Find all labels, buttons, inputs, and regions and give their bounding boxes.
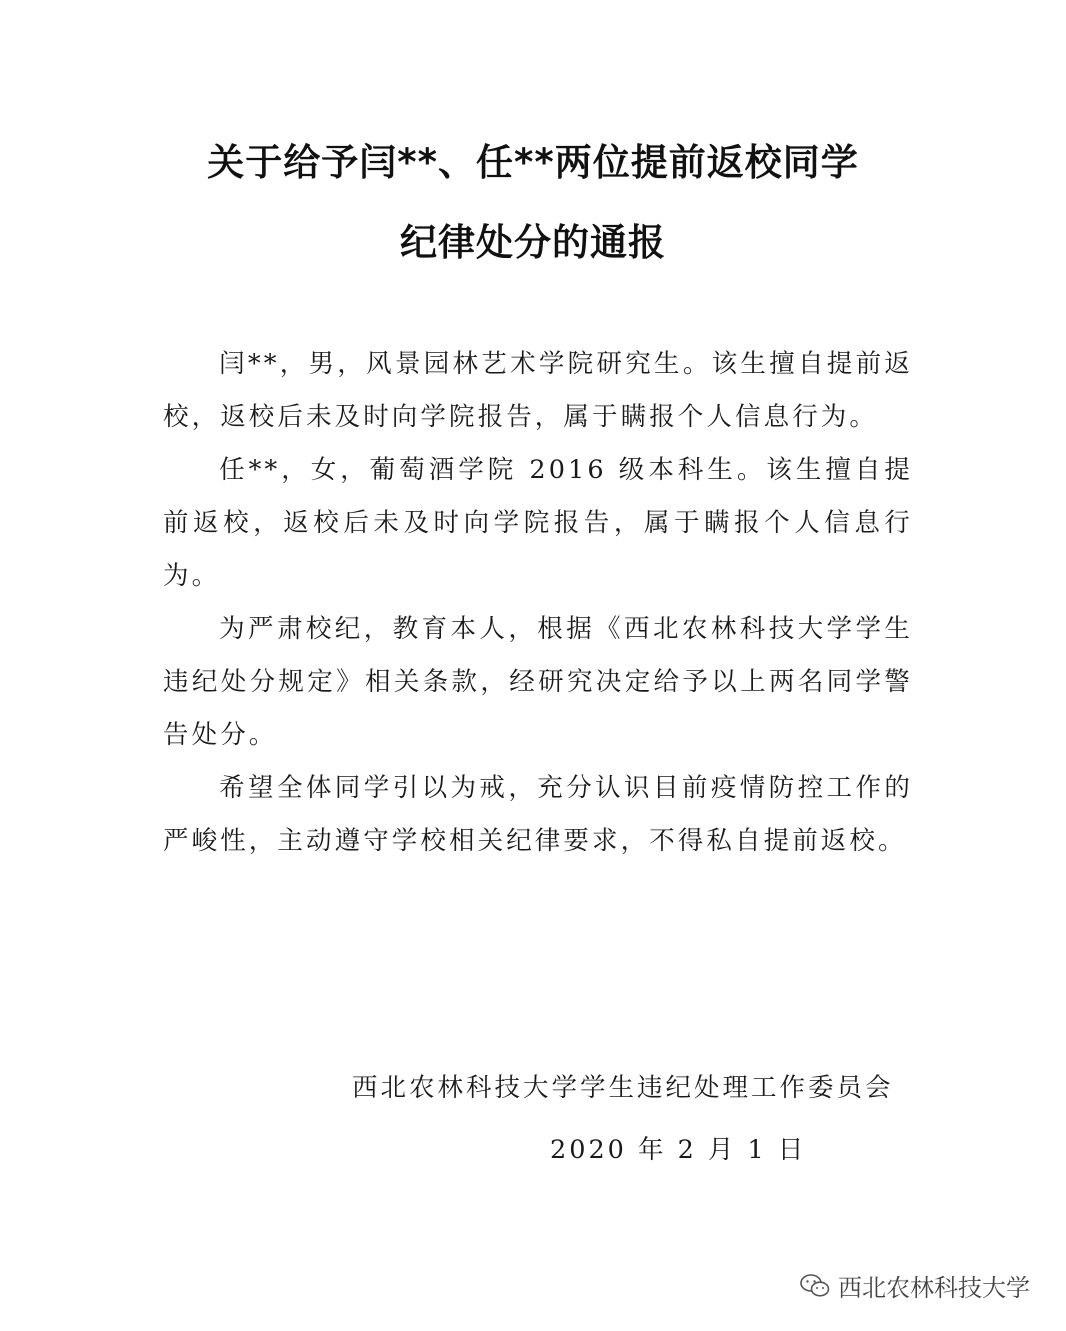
issuer-signature: 西北农林科技大学学生违纪处理工作委员会 (352, 1073, 894, 1103)
watermark (800, 1268, 1030, 1303)
paragraph-2: 任**，女，葡萄酒学院 2016 级本科生。该生擅自提前返校，返校后未及时向学院报告，属于瞒报个人信息行为。 (163, 455, 913, 591)
document-title-line-2: 纪律处分的通报 (400, 221, 666, 264)
wechat-icon (800, 1273, 830, 1299)
paragraph-3: 为严肃校纪，教育本人，根据《西北农林科技大学学生违纪处分规定》相关条款，经研究决定给予以上两名同学警告处分。 (163, 614, 913, 750)
issue-date: 2020 年 2 月 1 日 (550, 1135, 807, 1165)
document-title-line-1: 关于给予闫**、任**两位提前返校同学 (207, 141, 859, 184)
paragraph-1: 闫**，男，风景园林艺术学院研究生。该生擅自提前返校，返校后未及时向学院报告，属于瞒报个人信息行为。 (163, 349, 913, 432)
document-body (163, 338, 913, 868)
watermark-text: 西北农林科技大学 (838, 1274, 1030, 1302)
paragraph-4: 希望全体同学引以为戒，充分认识目前疫情防控工作的严峻性，主动遵守学校相关纪律要求，不得私自提前返校。 (163, 773, 913, 856)
